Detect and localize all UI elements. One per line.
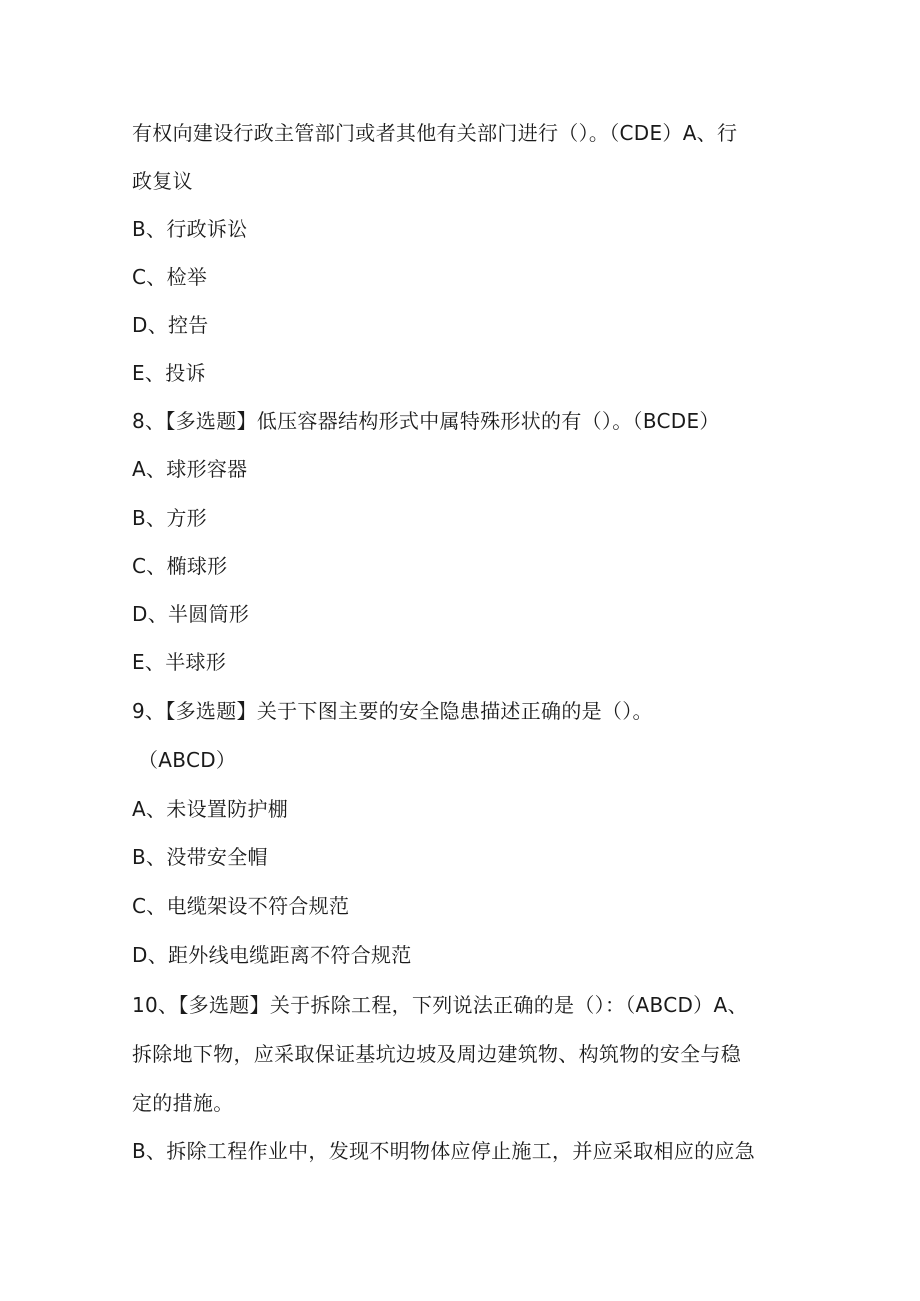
- question-7-option-d: D、控告: [132, 313, 209, 337]
- question-10-option-a-line-2: 定的措施。: [132, 1091, 234, 1115]
- question-10-option-a-line-1: 拆除地下物，应采取保证基坑边坡及周边建筑物、构筑物的安全与稳: [132, 1042, 741, 1066]
- question-8-option-b: B、方形: [132, 506, 207, 530]
- question-7-stem-line-1: 有权向建设行政主管部门或者其他有关部门进行（）。（CDE）A、行: [132, 121, 738, 145]
- question-10-option-b-line-1: B、拆除工程作业中，发现不明物体应停止施工，并应采取相应的应急: [132, 1139, 756, 1163]
- question-9-option-c: C、电缆架设不符合规范: [132, 894, 350, 918]
- question-7-option-e: E、投诉: [132, 361, 206, 385]
- question-7-stem-line-2: 政复议: [132, 169, 193, 193]
- question-10-stem-line-1: 10、【多选题】关于拆除工程，下列说法正确的是（）：（ABCD）A、: [132, 993, 748, 1017]
- question-8-stem: 8、【多选题】低压容器结构形式中属特殊形状的有（）。（BCDE）: [132, 409, 720, 433]
- question-9-option-a: A、未设置防护棚: [132, 797, 289, 821]
- question-9-stem: 9、【多选题】关于下图主要的安全隐患描述正确的是（）。: [132, 699, 653, 723]
- question-8-option-a: A、球形容器: [132, 457, 248, 481]
- question-9-answer: （ABCD）: [138, 748, 237, 772]
- question-7-option-b: B、行政诉讼: [132, 217, 248, 241]
- question-8-option-e: E、半球形: [132, 650, 227, 674]
- question-8-option-d: D、半圆筒形: [132, 602, 250, 626]
- question-9-option-b: B、没带安全帽: [132, 845, 268, 869]
- question-9-option-d: D、距外线电缆距离不符合规范: [132, 943, 412, 967]
- question-7-option-c: C、检举: [132, 265, 208, 289]
- question-8-option-c: C、椭球形: [132, 554, 228, 578]
